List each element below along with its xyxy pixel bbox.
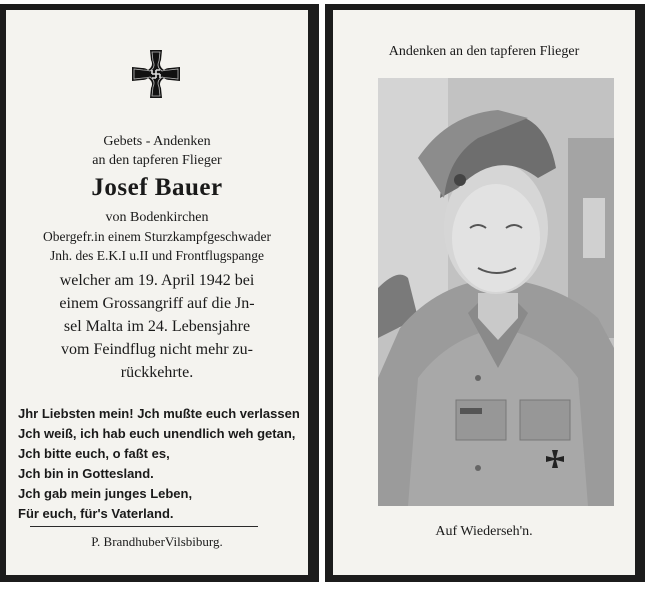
poem-line: Jch weiß, ich hab euch unendlich weh getan, [18, 426, 296, 441]
poem-line: Jch bitte euch, o faßt es, [18, 446, 170, 461]
poem-line: Jch bin in Gottesland. [18, 466, 154, 481]
poem-line: Jhr Liebsten mein! Jch mußte euch verlassen [18, 406, 300, 421]
divider [30, 526, 258, 527]
printer-credit: P. BrandhuberVilsbiburg. [91, 534, 223, 549]
memorial-card-left [0, 4, 319, 582]
body-line: einem Grossangriff auf die Jn- [59, 295, 255, 312]
iron-cross-icon [128, 46, 184, 102]
body-line: welcher am 19. April 1942 bei [59, 272, 255, 289]
right-panel [333, 10, 635, 575]
photo-caption-top: Andenken an den tapferen Flieger [388, 44, 580, 59]
portrait-illustration [378, 78, 614, 506]
left-panel [6, 10, 308, 575]
dedication-line: an den tapferen Flieger [92, 153, 222, 168]
photo-caption-bottom: Auf Wiederseh'n. [435, 524, 533, 539]
body-line: rückkehrte. [120, 364, 194, 381]
poem-line: Für euch, für's Vaterland. [18, 506, 174, 521]
prayer-heading: Gebets - Andenken [103, 134, 211, 149]
decorations: Jnh. des E.K.I u.II und Frontflugspange [49, 248, 265, 263]
rank-unit: Obergefr.in einem Sturzkampfgeschwader [42, 229, 272, 244]
hometown: von Bodenkirchen [105, 210, 209, 225]
body-line: sel Malta im 24. Lebensjahre [63, 318, 251, 335]
deceased-name: Josef Bauer [91, 174, 223, 201]
soldier-portrait-photo [378, 78, 614, 506]
body-line: vom Feindflug nicht mehr zu- [61, 341, 253, 358]
poem-line: Jch gab mein junges Leben, [18, 486, 193, 501]
memorial-card-right [325, 4, 645, 582]
